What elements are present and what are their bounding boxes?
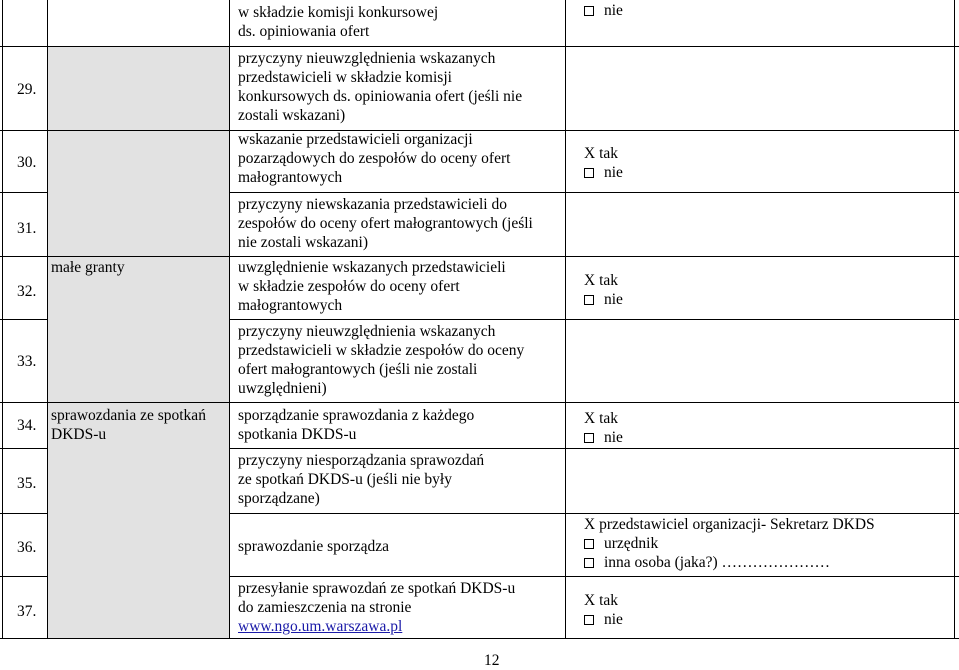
row-number: 31.	[17, 220, 37, 237]
row-number: 32.	[17, 283, 37, 300]
column-border	[229, 0, 230, 639]
row-33-desc	[238, 322, 524, 398]
category-male-granty: małe granty	[51, 259, 125, 276]
option-tak[interactable]: X tak	[584, 410, 619, 427]
checkbox-icon[interactable]	[584, 433, 594, 443]
checkbox-icon[interactable]	[584, 615, 594, 625]
row-number: 36.	[17, 539, 37, 556]
row-31-desc	[238, 195, 533, 252]
row-border	[0, 319, 47, 320]
desc-line: przedstawicieli w składzie zespołów do oceny	[238, 342, 525, 359]
option-urzednik[interactable]	[584, 534, 875, 553]
row-border	[229, 576, 959, 577]
option-tak[interactable]: X tak	[584, 145, 619, 162]
column-border	[47, 0, 48, 639]
desc-line: przyczyny nieuwzględnienia wskazanych	[238, 323, 496, 340]
desc-line: wskazanie przedstawicieli organizacji	[238, 131, 473, 148]
desc-line: przesyłanie sprawozdań ze spotkań DKDS-u	[238, 580, 516, 597]
desc-line: małograntowych	[238, 297, 343, 314]
option-label: urzędnik	[604, 535, 659, 552]
row-30-desc	[238, 130, 510, 187]
row-number: 35.	[17, 475, 37, 492]
option-inna-osoba[interactable]	[584, 553, 875, 572]
option-nie[interactable]	[584, 610, 623, 629]
row-border	[229, 319, 959, 320]
row-34-options	[584, 409, 623, 447]
option-label: nie	[604, 611, 623, 628]
row-29-options	[584, 1, 623, 20]
row-number: 33.	[17, 353, 37, 370]
row-37-options	[584, 591, 623, 629]
page-number: 12	[484, 652, 500, 669]
row-border	[0, 576, 47, 577]
option-nie[interactable]	[584, 163, 623, 182]
checkbox-icon[interactable]	[584, 168, 594, 178]
desc-line: ofert małograntowych (jeśli nie zostali	[238, 361, 478, 378]
desc-line: nie zostali wskazani)	[238, 234, 368, 251]
category-sprawozdania	[51, 406, 206, 444]
row-border	[0, 448, 47, 449]
row-border	[0, 192, 47, 193]
row-border	[0, 638, 959, 639]
desc-line: małograntowych	[238, 169, 343, 186]
category-line: DKDS-u	[51, 426, 107, 443]
row-30-options	[584, 144, 623, 182]
checkbox-icon[interactable]	[584, 558, 594, 568]
desc-line: sporządzane)	[238, 490, 320, 507]
checkbox-icon[interactable]	[584, 6, 594, 16]
row-border	[0, 402, 959, 403]
option-label: nie	[604, 429, 623, 446]
row-border	[229, 192, 959, 193]
column-border	[565, 0, 566, 639]
desc-line: w składzie zespołów do oceny ofert	[238, 278, 460, 295]
desc-line: sporządzanie sprawozdania z każdego	[238, 407, 475, 424]
row-number: 34.	[17, 417, 37, 434]
desc-line: przyczyny nieuwzględnienia wskazanych	[238, 50, 496, 67]
desc-line: uwzględnienie wskazanych przedstawicieli	[238, 259, 506, 276]
row-35-desc	[238, 451, 484, 508]
category-column-shading	[47, 46, 229, 638]
row-34-desc	[238, 406, 474, 444]
desc-line: zostali wskazani)	[238, 107, 346, 124]
row-border	[0, 46, 959, 47]
desc-line: zespołów do oceny ofert małograntowych (jeśli	[238, 215, 533, 232]
desc-line: ze spotkań DKDS-u (jeśli nie były	[238, 471, 452, 488]
row-number: 29.	[17, 81, 37, 98]
column-border	[2, 0, 3, 639]
row-29b-desc	[238, 49, 522, 125]
option-nie[interactable]	[584, 290, 623, 309]
row-border	[229, 513, 959, 514]
desc-line: do zamieszczenia na stronie	[238, 599, 412, 616]
option-przedstawiciel[interactable]: X przedstawiciel organizacji- Sekretarz DKDS	[584, 516, 875, 533]
row-37-desc	[238, 579, 515, 636]
desc-line: konkursowych ds. opiniowania ofert (jeśli nie	[238, 88, 523, 105]
desc-line: w składzie komisji konkursowej	[238, 4, 439, 21]
option-tak[interactable]: X tak	[584, 592, 619, 609]
desc-line: przedstawicieli w składzie komisji	[238, 69, 452, 86]
row-29-desc	[238, 3, 438, 41]
desc-line: ds. opiniowania ofert	[238, 23, 370, 40]
row-number: 30.	[17, 154, 37, 171]
option-label: inna osoba (jaka?) …………………	[604, 554, 830, 571]
ngo-website-link[interactable]: www.ngo.um.warszawa.pl	[238, 618, 403, 635]
row-border	[0, 256, 959, 257]
row-36-options	[584, 515, 875, 572]
desc-line: pozarządowych do zespołów do oceny ofert	[238, 150, 511, 167]
option-label: nie	[604, 2, 623, 19]
row-32-options	[584, 271, 623, 309]
row-32-desc	[238, 258, 506, 315]
option-label: nie	[604, 291, 623, 308]
desc-line: przyczyny niesporządzania sprawozdań	[238, 452, 485, 469]
option-label: nie	[604, 164, 623, 181]
desc-line: uwzględnieni)	[238, 380, 327, 397]
row-border	[229, 448, 959, 449]
checkbox-icon[interactable]	[584, 295, 594, 305]
option-nie[interactable]	[584, 1, 623, 20]
category-line: sprawozdania ze spotkań	[51, 407, 206, 424]
desc-line: spotkania DKDS-u	[238, 426, 357, 443]
option-nie[interactable]	[584, 428, 623, 447]
checkbox-icon[interactable]	[584, 539, 594, 549]
column-border	[954, 0, 955, 639]
row-36-desc: sprawozdanie sporządza	[238, 538, 390, 555]
row-number: 37.	[17, 603, 37, 620]
desc-line: przyczyny niewskazania przedstawicieli do	[238, 196, 507, 213]
row-border	[0, 513, 47, 514]
option-tak[interactable]: X tak	[584, 272, 619, 289]
